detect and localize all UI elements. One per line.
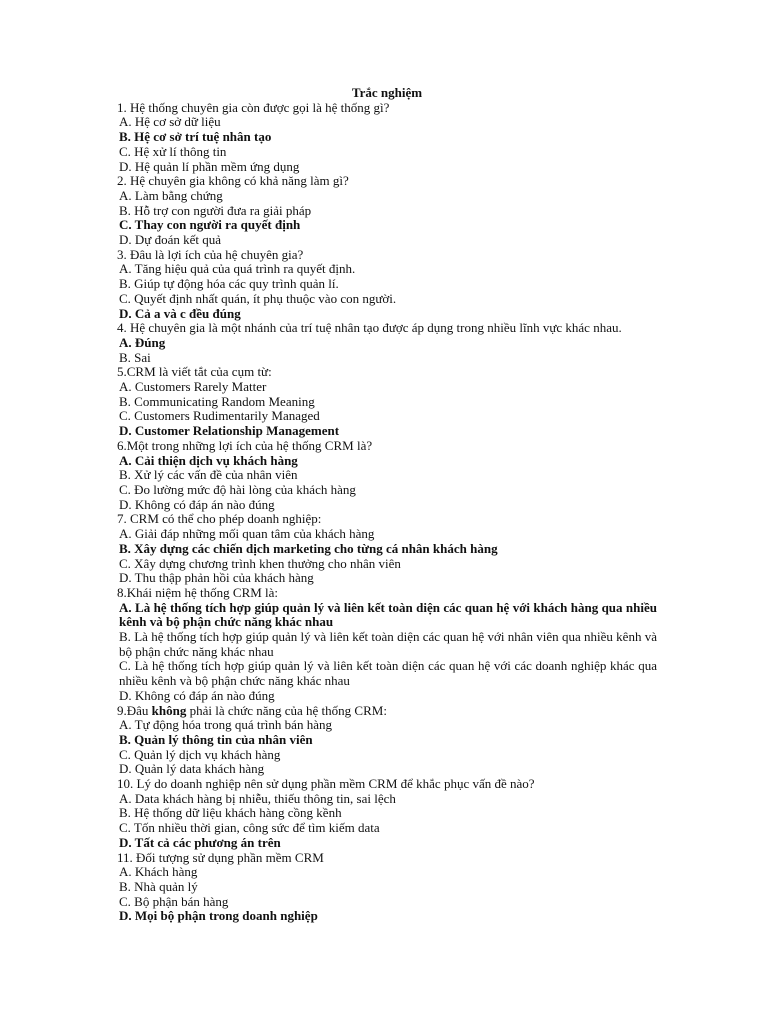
question-4: 4. Hệ chuyên gia là một nhánh của trí tuệ nhân tạo được áp dụng trong nhiều lĩnh vực khác nhau. [117, 320, 622, 336]
question-3: 3. Đâu là lợi ích của hệ chuyên gia? [117, 246, 304, 262]
q1-option-a: A. Hệ cơ sở dữ liệu [119, 114, 221, 130]
q11-option-c: C. Bộ phận bán hàng [119, 893, 229, 909]
q7-option-c: C. Xây dựng chương trình khen thưởng cho nhân viên [119, 555, 401, 571]
q5-option-b: B. Communicating Random Meaning [119, 393, 315, 409]
q6-option-a-answer: A. Cải thiện dịch vụ khách hàng [119, 452, 298, 468]
q2-option-d: D. Dự đoán kết quả [119, 232, 221, 248]
q9-option-a: A. Tự động hóa trong quá trình bán hàng [119, 717, 332, 733]
q9-option-b-answer: B. Quản lý thông tin của nhân viên [119, 731, 313, 747]
question-6: 6.Một trong những lợi ích của hệ thống CRM là? [117, 437, 373, 453]
q8-option-b: B. Là hệ thống tích hợp giúp quản lý và liên kết toàn diện các quan hệ với nhân viên qua nhiều kênh và bộ phận chức năng khác nhau [119, 629, 657, 659]
q10-option-b: B. Hệ thống dữ liệu khách hàng cồng kềnh [119, 805, 342, 821]
q5-option-c: C. Customers Rudimentarily Managed [119, 408, 320, 424]
q11-option-a: A. Khách hàng [119, 864, 198, 880]
q3-option-a: A. Tăng hiệu quả của quá trình ra quyết định. [119, 261, 356, 277]
q6-option-c: C. Đo lường mức độ hài lòng của khách hàng [119, 481, 356, 497]
q1-option-d: D. Hệ quản lí phần mềm ứng dụng [119, 158, 300, 174]
q10-option-d-answer: D. Tất cả các phương án trên [119, 834, 281, 850]
question-7: 7. CRM có thể cho phép doanh nghiệp: [117, 511, 322, 527]
document-title: Trắc nghiệm [351, 85, 423, 100]
q9-text-pre: 9.Đâu [117, 702, 152, 718]
q9-option-c: C. Quản lý dịch vụ khách hàng [119, 746, 281, 762]
q2-option-a: A. Làm bằng chứng [119, 187, 223, 203]
document-page [117, 86, 657, 924]
q7-option-d: D. Thu thập phản hồi của khách hàng [119, 570, 314, 586]
q3-option-d-answer: D. Cả a và c đều đúng [119, 305, 241, 321]
q4-option-a-answer: A. Đúng [119, 334, 166, 350]
q9-text-emphasis: không [151, 702, 187, 718]
q1-option-b-answer: B. Hệ cơ sở trí tuệ nhân tạo [119, 129, 272, 145]
question-5: 5.CRM là viết tắt của cụm từ: [117, 364, 272, 380]
q8-option-c: C. Là hệ thống tích hợp giúp quản lý và liên kết toàn diện các quan hệ với các doanh nghiệp khác qua nhiều kênh và bộ phận chức năng khác nhau [119, 658, 657, 689]
q10-option-a: A. Data khách hàng bị nhiễu, thiếu thông tin, sai lệch [119, 790, 396, 806]
q11-option-b: B. Nhà quản lý [119, 878, 198, 894]
question-2: 2. Hệ chuyên gia không có khả năng làm gì? [117, 173, 349, 189]
question-1: 1. Hệ thống chuyên gia còn được gọi là hệ thống gì? [117, 99, 390, 115]
q7-option-b-answer: B. Xây dựng các chiến dịch marketing cho từng cá nhân khách hàng [119, 540, 498, 556]
question-10: 10. Lý do doanh nghiệp nên sử dụng phần mềm CRM để khắc phục vấn đề nào? [117, 776, 535, 792]
q2-option-c-answer: C. Thay con người ra quyết định [119, 217, 301, 233]
q7-option-a: A. Giải đáp những mối quan tâm của khách hàng [119, 526, 375, 542]
q4-option-b: B. Sai [119, 349, 151, 365]
question-9 [117, 704, 657, 719]
q5-option-a: A. Customers Rarely Matter [119, 379, 267, 395]
q1-option-c: C. Hệ xử lí thông tin [119, 143, 227, 159]
q3-option-b: B. Giúp tự động hóa các quy trình quản lí. [119, 276, 339, 292]
q5-option-d-answer: D. Customer Relationship Management [119, 423, 340, 439]
q10-option-c: C. Tốn nhiều thời gian, công sức để tìm kiếm data [119, 820, 380, 836]
q3-option-c: C. Quyết định nhất quán, ít phụ thuộc vào con người. [119, 290, 397, 306]
question-11: 11. Đối tượng sử dụng phần mềm CRM [117, 849, 324, 865]
q8-option-a-answer: A. Là hệ thống tích hợp giúp quản lý và liên kết toàn diện các quan hệ với khách hàng qua nhiều kênh và bộ phận chức năng khác nhau [119, 599, 657, 630]
q8-option-d: D. Không có đáp án nào đúng [119, 687, 275, 703]
q9-option-d: D. Quản lý data khách hàng [119, 761, 265, 777]
q11-option-d-answer: D. Mọi bộ phận trong doanh nghiệp [119, 908, 318, 924]
q9-text-post: phải là chức năng của hệ thống CRM: [186, 702, 387, 718]
q6-option-d: D. Không có đáp án nào đúng [119, 496, 275, 512]
q6-option-b: B. Xử lý các vấn đề của nhân viên [119, 467, 298, 483]
q2-option-b: B. Hỗ trợ con người đưa ra giải pháp [119, 202, 312, 218]
question-8: 8.Khái niệm hệ thống CRM là: [117, 584, 279, 600]
